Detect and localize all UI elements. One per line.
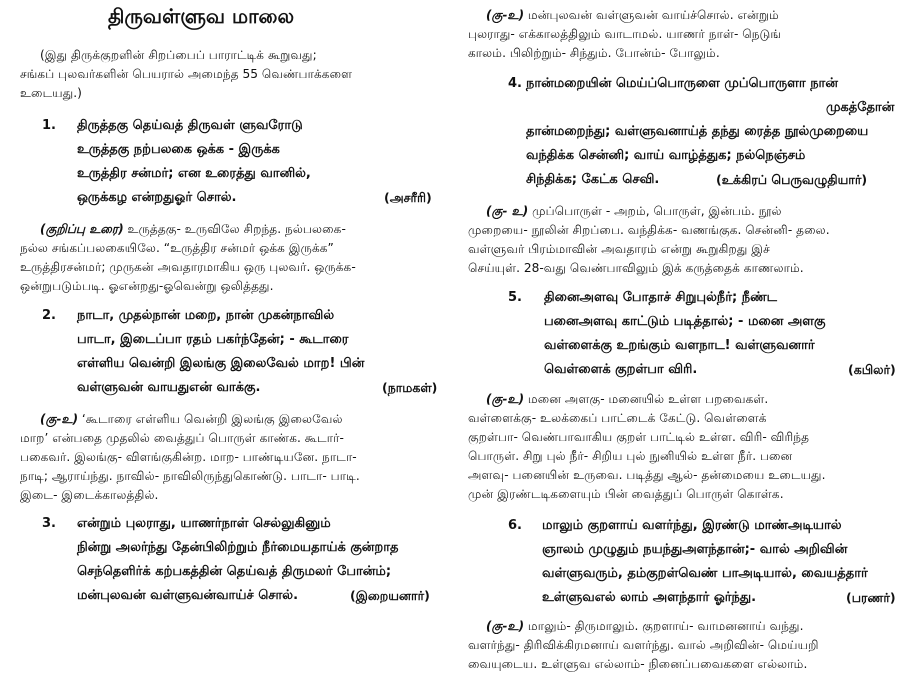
- note-line: மாற’ என்பதை முதலில் வைத்துப் பொருள் காண்க. கூடார்-: [20, 431, 344, 445]
- verse-line: முகத்தோன்: [826, 100, 895, 115]
- verse-line: என்றும் புலராது, யாணர்நாள் செல்லுகினும்: [77, 516, 331, 531]
- verse-line: ஞாலம் முழுதும் நயந்துஅளந்தான்;- வால் அறிவின்: [542, 542, 848, 557]
- verse-line: உருத்தகு நற்பலகை ஒக்க - இருக்க: [77, 142, 280, 157]
- verse-line: திருத்தகு தெய்வத் திருவள் ளுவரோடு: [77, 118, 303, 133]
- note-label: (கு- உ): [486, 204, 529, 218]
- note-line: வள்ளைக்கு- உலக்கைப் பாட்டைக் கேட்டு. வெள்ளைக்: [468, 411, 767, 425]
- verse-number: 6.: [508, 518, 522, 533]
- verse-author: (இறையனார்): [350, 588, 430, 603]
- verse-line: தான்மறைந்து; வள்ளுவனாய்த் தந்து ரைத்த நூல்முறையை: [526, 124, 869, 139]
- note-label: (கு-உ): [486, 8, 525, 22]
- note-line: ஒன்றுபடும்படி. ஓஎன்றது-ஓவென்று ஒலித்தது.: [20, 279, 274, 293]
- verse-line: வள்ளுவன் வாயதுஎன் வாக்கு.: [77, 380, 261, 395]
- note-line: (கு-உ) ‘கூடாரை எள்ளிய வென்றி இலங்கு இலைவேல்: [40, 412, 343, 426]
- note-line: (குறிப்பு உரை) உருத்தகு- உருவிலே சிறந்த. நல்பலகை-: [40, 222, 346, 236]
- note-line: வள்ளுவர் பிரம்மாவின் அவதாரம் என்று கூறுகிறது இச்: [468, 242, 770, 256]
- verse-number: 2.: [42, 308, 56, 323]
- note-line: பகைவர். இலங்கு- விளங்குகின்ற. மாற- பாண்டியனே. நாடா-: [20, 450, 357, 464]
- note-line: (கு- உ) முப்பொருள் - அறம், பொருள், இன்பம். நூல்: [486, 204, 782, 218]
- verse-line: பனைஅளவு காட்டும் படித்தால்; - மனை அளகு: [544, 314, 826, 329]
- verse-line: நின்று அலர்ந்து தேன்பிலிற்றும் நீர்மையதாய்க் குன்றாத: [77, 540, 399, 555]
- verse-author: (அசரீரி): [384, 190, 432, 205]
- note-line: நாடி; ஆராய்ந்து. நாவில்- நாவிலிருந்துகொண்டு. பாடா- பாடி.: [20, 469, 360, 483]
- note-line: முறையை- நூலின் சிறப்பை. வந்திக்க- வணங்குக. சென்னி- தலை.: [468, 223, 830, 237]
- verse-number: 3.: [42, 516, 56, 531]
- verse-author: (கபிலர்): [848, 362, 896, 377]
- verse-line: வந்திக்க சென்னி; வாய் வாழ்த்துக; நல்நெஞ்சம்: [526, 148, 806, 163]
- note-line: நல்ல சங்கப்பலகையிலே. “உருத்திர சன்மர் ஒக்க இருக்க”: [20, 241, 334, 255]
- intro-line: சங்கப் புலவர்களின் பெயரால் அமைந்த 55 வெண்பாக்களை: [20, 67, 353, 81]
- verse-line: நான்மறையின் மெய்ப்பொருளை முப்பொருளா நான்: [526, 76, 838, 91]
- note-line: வளர்ந்து- திரிவிக்கிரமனாய் வளர்ந்து. வால் அறிவின்- மெய்யறி: [468, 638, 819, 652]
- verse-line: மன்புலவன் வள்ளுவன்வாய்ச் சொல்.: [77, 588, 299, 603]
- verse-line: நாடா, முதல்நான் மறை, நான் முகன்நாவில்: [77, 308, 335, 323]
- note-line: உருத்திரசன்மர்; முருகன் அவதாரமாகிய ஒரு புலவர். ஒருக்க-: [20, 260, 356, 274]
- verse-line: செந்தெளிர்க் கற்பகத்தின் தெய்வத் திருமலர் போன்ம்;: [77, 564, 392, 579]
- note-line: (கு-உ) மன்புலவன் வள்ளுவன் வாய்ச்சொல். என்றும்: [486, 8, 779, 22]
- verse-line: உள்ளுவஎல் லாம் அளந்தார் ஓர்ந்து.: [542, 590, 757, 605]
- verse-number: 1.: [42, 118, 56, 133]
- verse-line: எள்ளிய வென்றி இலங்கு இலைவேல் மாற! பின்: [77, 356, 365, 371]
- note-line: முன் இரண்டடிகளையும் பின் வைத்துப் பொருள் கொள்க.: [468, 487, 784, 501]
- verse-line: வள்ளைக்கு உறங்கும் வளநாட! வள்ளுவனார்: [544, 338, 815, 353]
- verse-line: மாலும் குறளாய் வளர்ந்து, இரண்டு மாண்அடியால்: [542, 518, 842, 533]
- note-line: (கு-உ) மனை அளகு- மனையில் உள்ள பறவைகள்.: [486, 392, 769, 406]
- verse-line: பாடா, இடைப்பா ரதம் பகர்ந்தேன்; - கூடாரை: [77, 332, 349, 347]
- note-line: பொருள். சிறு புல் நீர்- சிறிய புல் நுனியில் உள்ள நீர். பனை: [468, 449, 793, 463]
- note-line: செய்யுள். 28-வது வெண்பாவிலும் இக் கருத்தைக் காணலாம்.: [468, 261, 804, 275]
- note-label: (குறிப்பு உரை): [40, 222, 124, 236]
- intro-line: உடையது.): [20, 86, 82, 100]
- note-line: அளவு- பனையின் உருவை. படித்து ஆல்- தன்மையை உடையது.: [468, 468, 826, 482]
- verse-line: உருத்திர சன்மர்; என உரைத்து வானில்,: [77, 166, 311, 181]
- verse-number: 4.: [508, 76, 522, 91]
- intro-line: (இது திருக்குறளின் சிறப்பைப் பாராட்டிக் கூறுவது;: [40, 48, 317, 62]
- note-line: காலம். பிலிற்றும்- சிந்தும். போன்ம்- போலும்.: [468, 46, 720, 60]
- note-label: (கு-உ): [40, 412, 79, 426]
- verse-line: சிந்திக்க; கேட்க செவி.: [526, 172, 660, 187]
- verse-number: 5.: [508, 290, 522, 305]
- note-label: (கு-உ): [486, 392, 525, 406]
- note-label: (கு-உ): [486, 619, 525, 633]
- note-line: புலராது- எக்காலத்திலும் வாடாமல். யாணர் நாள்- நெடுங்: [468, 27, 782, 41]
- note-line: இடை- இடைக்காலத்தில்.: [20, 488, 159, 502]
- page-title: திருவள்ளுவ மாலை: [108, 4, 295, 28]
- note-line: வையுடைய. உள்ளுவ எல்லாம்- நினைப்பவைகளை எல்லாம்.: [468, 657, 808, 671]
- verse-line: தினைஅளவு போதாச் சிறுபுல்நீர்; நீண்ட: [544, 290, 777, 305]
- verse-author: (உக்கிரப் பெருவழுதியார்): [716, 172, 868, 187]
- verse-line: வள்ளுவரும், தம்குறள்வெண் பாஅடியால், வையத்தார்: [542, 566, 868, 581]
- verse-line: ஒருக்கழ என்றதுஓர் சொல்.: [77, 190, 237, 205]
- verse-author: (நாமகள்): [382, 380, 438, 395]
- verse-author: (பரணர்): [846, 590, 896, 605]
- verse-line: வெள்ளைக் குறள்பா விரி.: [544, 362, 698, 377]
- note-line: (கு-உ) மாலும்- திருமாலும். குறளாய்- வாமனனாய் வந்து.: [486, 619, 804, 633]
- note-line: குறள்பா- வெண்பாவாகிய குறள் பாட்டில் உள்ள. விரி- விரிந்த: [468, 430, 810, 444]
